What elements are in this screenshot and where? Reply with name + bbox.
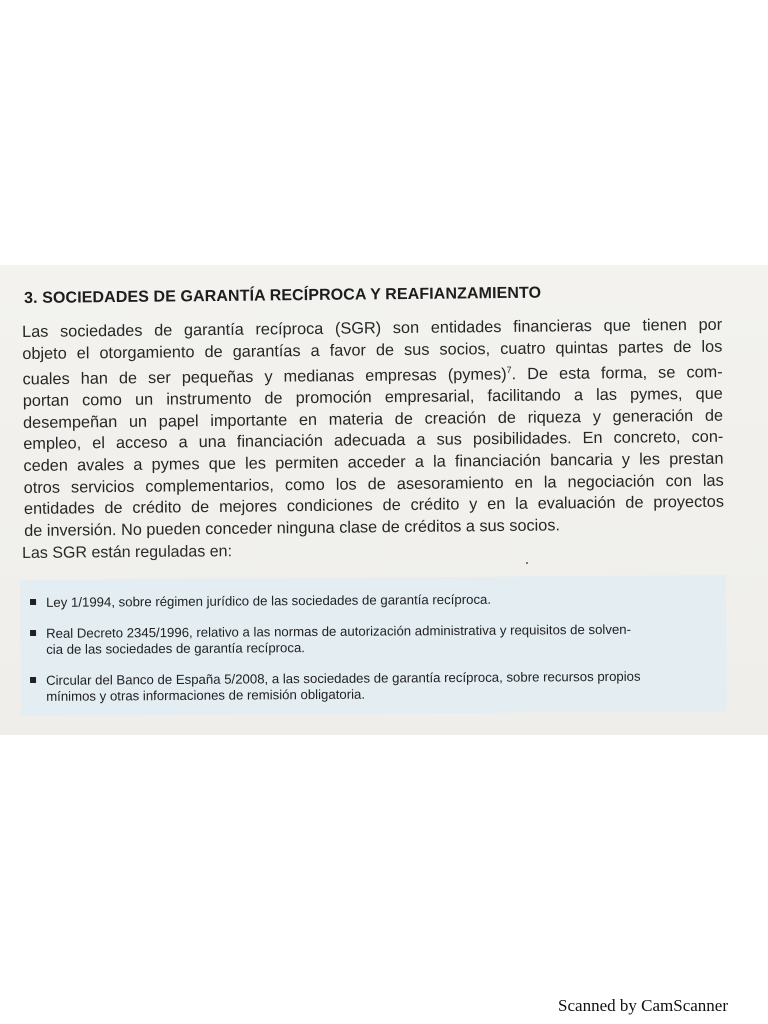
paragraph-line: Las sociedades de garantía recíproca (SGR) son entidades financieras que tienen por (22, 315, 723, 341)
scanner-watermark: Scanned by CamScanner (558, 996, 728, 1015)
regulation-text: Ley 1/1994, sobre régimen jurídico de las sociedades de garantía recíproca. (45, 591, 492, 610)
bullet-square-icon (30, 677, 36, 683)
paragraph-line: desempeñan un papel importante en materia de creación de riqueza y generación de (22, 406, 724, 432)
regulation-text-cont: cia de las sociedades de garantía recíproca. (46, 640, 305, 657)
regulations-lead: Las SGR están reguladas en: (22, 543, 233, 562)
paragraph-line: ceden avales a pymes que les permiten acceder a la financiación bancaria y les prestan (23, 449, 724, 475)
paragraph-line: otros servicios complementarios, como los de asesoramiento en la negociación con las (23, 471, 724, 497)
regulation-text-cont: mínimos y otras informaciones de remisión obligatoria. (46, 686, 366, 704)
speck (526, 562, 528, 564)
paragraph-line: de inversión. No pueden conceder ninguna clase de créditos a sus socios. (24, 516, 561, 540)
paragraph-line: portan como un instrumento de promoción empresarial, facilitando a las pymes, que (22, 384, 723, 411)
paragraph-line-start: cuales han de ser pequeñas y medianas empresas (pymes) (22, 365, 507, 389)
regulation-item (30, 621, 700, 658)
footnote-mark: 7 (506, 365, 512, 376)
body-paragraph (22, 315, 724, 543)
paragraph-line: empleo, el acceso a una financiación adecuada a sus posibilidades. En concreto, con- (23, 428, 724, 454)
paragraph-line: entidades de crédito de mejores condiciones de crédito y en la evaluación de proyectos (23, 492, 725, 519)
bullet-square-icon (30, 599, 36, 605)
regulation-item (30, 668, 700, 705)
regulation-text: Circular del Banco de España 5/2008, a las sociedades de garantía recíproca, sobre recursos propios (45, 668, 641, 688)
paragraph-line: objeto el otorgamiento de garantías a favor de sus socios, cuatro quintas partes de los (22, 337, 723, 363)
paragraph-line-end: . De esta forma, se com- (511, 363, 723, 384)
section-heading: 3. SOCIEDADES DE GARANTÍA RECÍPROCA Y REAFIANZAMIENTO (24, 284, 542, 307)
bullet-square-icon (30, 630, 36, 636)
regulation-text: Real Decreto 2345/1996, relativo a las normas de autorización administrativa y requisitos de solven- (45, 621, 632, 641)
